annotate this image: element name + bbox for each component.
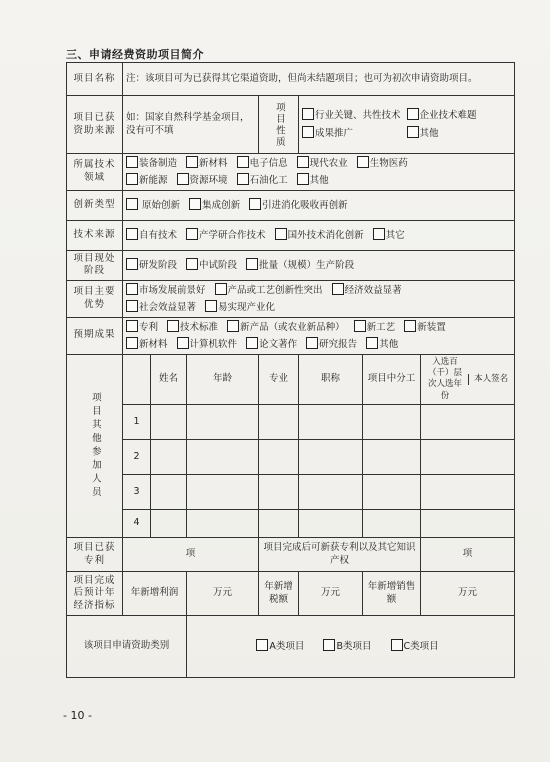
project-name-row <box>67 63 515 96</box>
col-title: 职称 <box>299 354 363 405</box>
checkbox[interactable] <box>256 639 268 651</box>
row-number: 3 <box>123 475 151 510</box>
nature-option-key-tech[interactable]: 行业关键、共性技术 <box>302 108 401 123</box>
current-stage-row <box>67 250 515 281</box>
col-signature: 本人签名 <box>468 374 511 385</box>
current-stage-options <box>123 250 515 281</box>
project-summary-form <box>66 62 515 678</box>
cell[interactable] <box>187 405 259 440</box>
outcomes-label: 预期成果 <box>67 317 123 354</box>
checkbox[interactable] <box>404 320 416 332</box>
advantages-options <box>123 281 515 318</box>
tax-label: 年新增税额 <box>259 572 299 616</box>
stage-option[interactable]: 中试阶段 <box>186 258 237 273</box>
tech-source-label: 技术来源 <box>67 220 123 250</box>
cell[interactable] <box>259 405 299 440</box>
funding-source-hint: 如：国家自然科学基金项目，没有可不填 <box>126 111 250 136</box>
row-number: 1 <box>123 405 151 440</box>
innovation-type-row <box>67 190 515 220</box>
checkbox[interactable] <box>205 300 217 312</box>
section-title: 三、申请经费资助项目简介 <box>66 48 204 61</box>
col-name: 姓名 <box>151 354 187 405</box>
advantage-option[interactable]: 社会效益显著 <box>126 300 196 315</box>
field-option[interactable]: 石油化工 <box>237 173 288 188</box>
tech-field-row <box>67 154 515 191</box>
source-option[interactable]: 产学研合作技术 <box>186 228 266 243</box>
outcome-option[interactable]: 其他 <box>366 337 398 352</box>
funding-category-label: 该项目申请资助类别 <box>67 616 187 678</box>
participant-row <box>67 405 515 440</box>
economic-label: 项目完成后预计年经济指标 <box>67 572 123 616</box>
outcome-option[interactable]: 论文著作 <box>246 337 297 352</box>
stage-option[interactable]: 批量（规模）生产阶段 <box>246 258 354 273</box>
stage-option[interactable]: 研发阶段 <box>126 258 177 273</box>
checkbox[interactable] <box>227 320 239 332</box>
checkbox[interactable] <box>167 320 179 332</box>
advantage-option[interactable]: 产品或工艺创新性突出 <box>215 283 323 298</box>
cell[interactable] <box>259 510 299 538</box>
checkbox[interactable] <box>126 173 138 185</box>
outcome-option[interactable]: 研究报告 <box>306 337 357 352</box>
checkbox[interactable] <box>302 126 314 138</box>
cell[interactable] <box>421 440 515 475</box>
advantages-label: 项目主要优势 <box>67 281 123 318</box>
outcome-option[interactable]: 新工艺 <box>354 320 396 335</box>
outcome-option[interactable]: 专利 <box>126 320 158 335</box>
funding-category-options <box>187 616 515 678</box>
checkbox[interactable] <box>189 198 201 210</box>
participant-row <box>67 440 515 475</box>
participant-row <box>67 475 515 510</box>
tech-field-options <box>123 154 515 191</box>
cell[interactable] <box>299 440 363 475</box>
checkbox[interactable] <box>297 156 309 168</box>
checkbox[interactable] <box>246 337 258 349</box>
field-option[interactable]: 其他 <box>297 173 329 188</box>
checkbox[interactable] <box>186 156 198 168</box>
patents-count-field[interactable]: 项 <box>123 538 259 572</box>
cell[interactable] <box>363 440 421 475</box>
cell[interactable] <box>187 475 259 510</box>
checkbox[interactable] <box>407 126 419 138</box>
checkbox[interactable] <box>126 228 138 240</box>
participants-label: 项目其他参加人员 <box>67 354 123 538</box>
profit-field[interactable]: 万元 <box>187 572 259 616</box>
checkbox[interactable] <box>366 337 378 349</box>
checkbox[interactable] <box>323 639 335 651</box>
outcomes-options <box>123 317 515 354</box>
outcome-option[interactable]: 技术标准 <box>167 320 218 335</box>
field-option[interactable]: 资源环境 <box>177 173 228 188</box>
outcome-option[interactable]: 计算机软件 <box>177 337 238 352</box>
tech-source-row <box>67 220 515 250</box>
source-option[interactable]: 其它 <box>373 228 405 243</box>
checkbox[interactable] <box>126 283 138 295</box>
innovation-option[interactable]: 原始创新 <box>126 198 180 213</box>
cell[interactable] <box>421 510 515 538</box>
participant-row <box>67 510 515 538</box>
checkbox[interactable] <box>126 320 138 332</box>
funding-source-field[interactable] <box>123 96 259 154</box>
patents-row <box>67 538 515 572</box>
funding-category-row <box>67 616 515 678</box>
patents-label: 项目已获专利 <box>67 538 123 572</box>
innovation-type-label: 创新类型 <box>67 190 123 220</box>
category-option-b[interactable]: B类项目 <box>323 639 371 654</box>
cell[interactable] <box>299 510 363 538</box>
row-number: 2 <box>123 440 151 475</box>
sales-label: 年新增销售额 <box>363 572 421 616</box>
col-major: 专业 <box>259 354 299 405</box>
tax-field[interactable]: 万元 <box>299 572 363 616</box>
funding-nature-row <box>67 96 515 154</box>
checkbox[interactable] <box>126 156 138 168</box>
cell[interactable] <box>421 405 515 440</box>
checkbox[interactable] <box>126 258 138 270</box>
project-name-field[interactable] <box>123 63 515 96</box>
cell[interactable] <box>151 475 187 510</box>
checkbox[interactable] <box>407 108 419 120</box>
checkbox[interactable] <box>302 108 314 120</box>
checkbox[interactable] <box>126 198 138 210</box>
sales-field[interactable]: 万元 <box>421 572 515 616</box>
checkbox[interactable] <box>354 320 366 332</box>
field-option[interactable]: 新能源 <box>126 173 168 188</box>
project-nature-label: 项目性质 <box>259 96 299 154</box>
cell[interactable] <box>151 405 187 440</box>
checkbox[interactable] <box>275 228 287 240</box>
cell[interactable] <box>363 405 421 440</box>
category-option-a[interactable]: A类项目 <box>256 639 304 654</box>
checkbox[interactable] <box>186 228 198 240</box>
project-name-note: 注：该项目可为已获得其它渠道资助，但尚未结题项目；也可为初次申请资助项目。 <box>126 72 478 84</box>
row-index-header <box>123 354 151 405</box>
profit-label: 年新增利润 <box>123 572 187 616</box>
source-option[interactable]: 国外技术消化创新 <box>275 228 364 243</box>
checkbox[interactable] <box>306 337 318 349</box>
checkbox[interactable] <box>332 283 344 295</box>
outcome-option[interactable]: 新装置 <box>404 320 446 335</box>
project-name-label: 项目名称 <box>67 63 123 96</box>
cell[interactable] <box>151 440 187 475</box>
field-option[interactable]: 新材料 <box>186 156 228 171</box>
source-option[interactable]: 自有技术 <box>126 228 177 243</box>
funding-source-label: 项目已获资助来源 <box>67 96 123 154</box>
field-option[interactable]: 生物医药 <box>357 156 408 171</box>
participants-header-row <box>67 354 515 405</box>
cell[interactable] <box>187 440 259 475</box>
checkbox[interactable] <box>297 173 309 185</box>
new-ip-count-field[interactable]: 项 <box>421 538 515 572</box>
col-age: 年龄 <box>187 354 259 405</box>
checkbox[interactable] <box>391 639 403 651</box>
cell[interactable] <box>363 510 421 538</box>
checkbox[interactable] <box>249 198 261 210</box>
nature-option-enterprise-problem[interactable]: 企业技术难题 <box>407 108 506 123</box>
cell[interactable] <box>363 475 421 510</box>
col-selected-year: 入选百（千）层次人选年份 本人签名 <box>421 354 515 405</box>
nature-option-other[interactable]: 其他 <box>407 126 506 141</box>
field-option[interactable]: 装备制造 <box>126 156 177 171</box>
checkbox[interactable] <box>357 156 369 168</box>
cell[interactable] <box>299 405 363 440</box>
row-number: 4 <box>123 510 151 538</box>
category-option-c[interactable]: C类项目 <box>391 639 439 654</box>
advantage-option[interactable]: 市场发展前景好 <box>126 283 206 298</box>
innovation-option[interactable]: 集成创新 <box>189 198 240 213</box>
checkbox[interactable] <box>246 258 258 270</box>
project-nature-options <box>299 96 515 154</box>
tech-field-label: 所属技术领域 <box>67 154 123 191</box>
checkbox[interactable] <box>177 173 189 185</box>
innovation-option[interactable]: 引进消化吸收再创新 <box>249 198 348 213</box>
checkbox[interactable] <box>215 283 227 295</box>
cell[interactable] <box>259 440 299 475</box>
field-option[interactable]: 电子信息 <box>237 156 288 171</box>
nature-option-promotion[interactable]: 成果推广 <box>302 126 401 141</box>
checkbox[interactable] <box>177 337 189 349</box>
checkbox[interactable] <box>373 228 385 240</box>
checkbox[interactable] <box>186 258 198 270</box>
outcome-option[interactable]: 新产品（或农业新品种） <box>227 320 345 335</box>
cell[interactable] <box>299 475 363 510</box>
field-option[interactable]: 现代农业 <box>297 156 348 171</box>
advantages-row <box>67 281 515 318</box>
cell[interactable] <box>259 475 299 510</box>
checkbox[interactable] <box>237 156 249 168</box>
cell[interactable] <box>151 510 187 538</box>
col-role: 项目中分工 <box>363 354 421 405</box>
checkbox[interactable] <box>237 173 249 185</box>
cell[interactable] <box>421 475 515 510</box>
outcomes-row <box>67 317 515 354</box>
advantage-option[interactable]: 经济效益显著 <box>332 283 402 298</box>
innovation-type-options <box>123 190 515 220</box>
cell[interactable] <box>187 510 259 538</box>
checkbox[interactable] <box>126 337 138 349</box>
advantage-option[interactable]: 易实现产业化 <box>205 300 275 315</box>
tech-source-options <box>123 220 515 250</box>
new-ip-label: 项目完成后可新获专利以及其它知识产权 <box>259 538 421 572</box>
outcome-option[interactable]: 新材料 <box>126 337 168 352</box>
page-number: - 10 - <box>63 709 92 722</box>
economic-row <box>67 572 515 616</box>
checkbox[interactable] <box>126 300 138 312</box>
current-stage-label: 项目现处阶段 <box>67 250 123 281</box>
